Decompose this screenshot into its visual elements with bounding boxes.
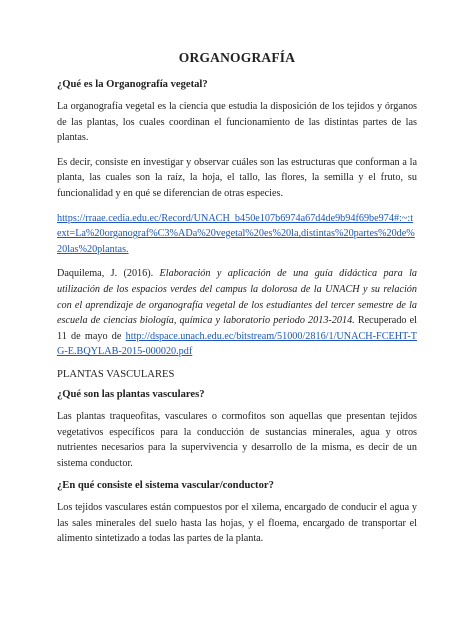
reference-author: Daquilema, J. (2016).: [57, 268, 160, 280]
reference-title: Elaboración y aplicación de una guía didáctica para la utilización de los espacios verdes del campus la dolorosa de la UNACH y su relación con el aprendizaje de organografía vegetal de los estudiantes del tercer semestre de la escuela de ciencias biología, química y laboratorio periodo 2013-2014.: [57, 268, 417, 327]
question-heading-organografia: ¿Qué es la Organografía vegetal?: [57, 79, 208, 90]
reference-citation: [57, 266, 417, 360]
paragraph-definition: La organografía vegetal es la ciencia que estudia la disposición de los tejidos y órganos de las plantas, los cuales coordinan el funcionamiento de las distintas partes de las plantas.: [57, 101, 417, 144]
reference-retrieved: Recuperado el 11 de mayo de: [57, 315, 417, 342]
paragraph-tejidos-vasculares: Los tejidos vasculares están compuestos por el xilema, encargado de conducir el agua y las sales minerales del suelo hasta las hojas, y el floema, encargado de transportar el alimento sintetizado a todas las partes de la planta.: [57, 502, 417, 545]
paragraph-plantas-vasculares: Las plantas traqueofitas, vasculares o cormofitos son aquellas que presentan tejidos vegetativos específicos para la conducción de sustancias minerales, agua y otros nutrientes necesarios para la supervivencia y desarrollo de la misma, es decir de un sistema conductor.: [57, 410, 417, 469]
section-heading-plantas-vasculares: PLANTAS VASCULARES: [57, 368, 175, 380]
paragraph-explanation: Es decir, consiste en investigar y observar cuáles son las estructuras que conforman a la planta, las cuales son la raíz, la hoja, el tallo, las flores, la semilla y el fruto, su funcionalidad y en qué se diferencian de otras especies.: [57, 156, 417, 199]
page-title: ORGANOGRAFÍA: [178, 50, 296, 65]
reference-link-dspace[interactable]: http://dspace.unach.edu.ec/bitstream/51000/2816/1/UNACH-FCEHT-TG-E.BQYLAB-2015-000020.pdf: [57, 330, 417, 358]
question-heading-sistema-vascular: ¿En qué consiste el sistema vascular/conductor?: [57, 480, 274, 492]
question-heading-plantas-vasculares: ¿Qué son las plantas vasculares?: [57, 388, 205, 400]
source-link-rraae[interactable]: https://rraae.cedia.edu.ec/Record/UNACH_b450e107b6974a67d4de9b94f69be974#:~:text=La%20organograf%C3%ADa%20vegetal%20es%20la,distintas%20partes%20de%20las%20plantas.: [57, 212, 415, 255]
